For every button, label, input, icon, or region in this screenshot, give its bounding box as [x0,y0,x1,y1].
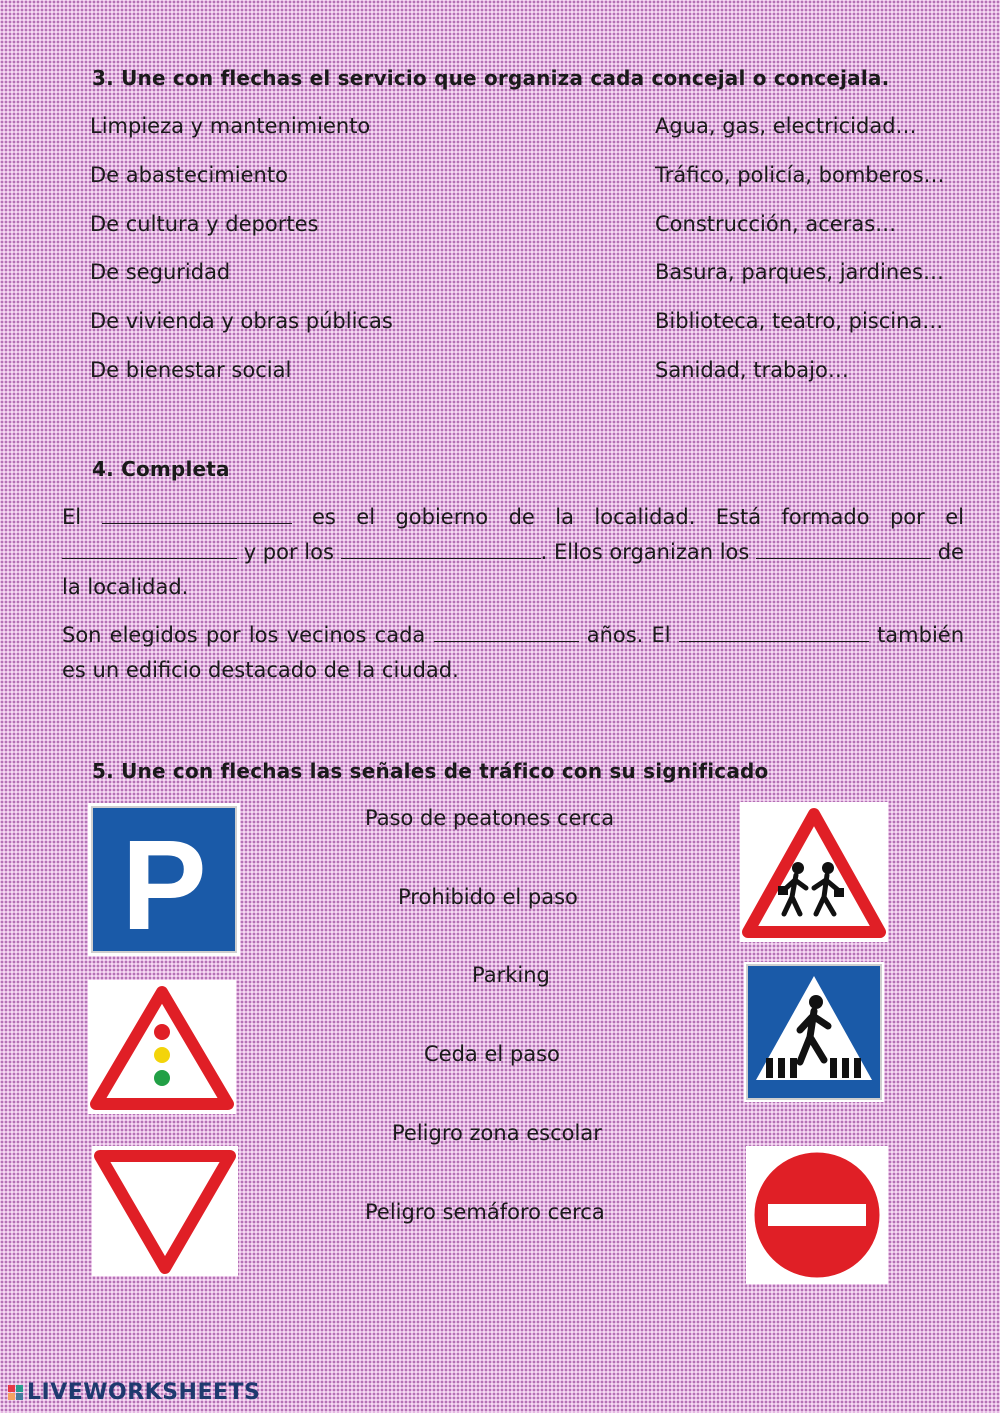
service-left-1[interactable]: Limpieza y mantenimiento [90,114,371,138]
blank-field-4[interactable] [756,536,931,559]
paragraph-text: es el gobierno de la localidad. Está formado por el [311,505,964,529]
service-left-3[interactable]: De cultura y deportes [90,212,319,236]
meaning-3[interactable]: Parking [472,963,550,987]
meaning-6[interactable]: Peligro semáforo cerca [365,1200,605,1224]
fill-paragraph-2 [62,618,964,688]
fill-paragraph-1 [62,500,964,605]
blank-field-3[interactable] [341,536,541,559]
brand-name: LIVEWORKSHEETS [27,1380,261,1405]
blank-field-6[interactable] [679,619,869,642]
service-right-5[interactable]: Biblioteca, teatro, piscina… [655,309,944,333]
meaning-2[interactable]: Prohibido el paso [398,885,578,909]
service-left-6[interactable]: De bienestar social [90,358,292,382]
section-3-title: 3. Une con flechas el servicio que organiza cada concejal o concejala. [92,66,890,90]
service-right-1[interactable]: Agua, gas, electricidad… [655,114,917,138]
meaning-1[interactable]: Paso de peatones cerca [365,806,615,830]
service-left-2[interactable]: De abastecimiento [90,163,288,187]
blank-field-2[interactable] [62,536,237,559]
brand-mark-icon [8,1385,23,1400]
section-5-title: 5. Une con flechas las señales de tráfico con su significado [92,759,769,783]
paragraph-text: también es un edificio destacado de la ciudad. [62,623,965,682]
meaning-5[interactable]: Peligro zona escolar [392,1121,602,1145]
service-right-2[interactable]: Tráfico, policía, bomberos… [655,163,945,187]
meaning-4[interactable]: Ceda el paso [424,1042,560,1066]
yield-sign-icon[interactable] [92,1146,238,1276]
service-right-4[interactable]: Basura, parques, jardines… [655,260,944,284]
service-right-3[interactable]: Construcción, aceras… [655,212,897,236]
service-left-5[interactable]: De vivienda y obras públicas [90,309,393,333]
paragraph-text: Son elegidos por los vecinos cada [62,623,426,647]
parking-letter: P [121,814,207,956]
crosswalk-sign-icon[interactable] [744,962,884,1102]
paragraph-text: . Ellos organizan los [540,540,750,564]
school-zone-sign-icon[interactable] [740,802,888,942]
liveworksheets-logo [8,1380,260,1405]
paragraph-text: y por los [243,540,334,564]
paragraph-text: de la localidad. [62,540,964,599]
blank-field-1[interactable] [102,501,292,524]
no-entry-sign-icon[interactable] [746,1146,888,1284]
section-4-title: 4. Completa [92,457,230,481]
service-right-6[interactable]: Sanidad, trabajo… [655,358,849,382]
parking-sign-icon[interactable] [88,803,240,956]
paragraph-text: El [62,505,82,529]
traffic-light-warning-sign-icon[interactable] [88,980,236,1114]
blank-field-5[interactable] [434,619,579,642]
paragraph-text: años. El [586,623,671,647]
service-left-4[interactable]: De seguridad [90,260,231,284]
